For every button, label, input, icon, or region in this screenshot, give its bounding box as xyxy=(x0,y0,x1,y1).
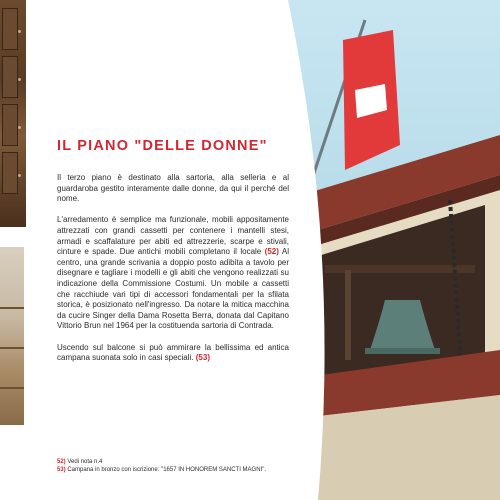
footnote-text: Vedi nota n.4 xyxy=(67,459,103,465)
paragraph-text: L'arredamento è semplice ma funzionale, mobili appositamente attrezzati con grandi cassetti per contenere i mantelli stesi, armadi e scaffalature per abiti ed attrezzerie, scarpe e stivali, cinture e spade. Due antichi mobili completano il locale xyxy=(57,215,289,257)
footnote-number: 52) xyxy=(57,459,66,465)
footnote-ref: (52) xyxy=(264,247,279,257)
footnote-ref: (53) xyxy=(195,353,210,363)
paragraph xyxy=(57,215,289,332)
footnote-text: Campana in bronzo con iscrizione: "1657 IN HONOREM SANCTI MAGNI". xyxy=(67,467,267,473)
paragraph xyxy=(57,343,289,364)
page-title: IL PIANO "DELLE DONNE" xyxy=(57,138,268,154)
footnotes xyxy=(57,458,357,474)
paragraph-text: Uscendo sul balcone si può ammirare la bellissima ed antica campana suonata solo in casi speciali. xyxy=(57,342,289,363)
footnote xyxy=(57,466,357,474)
footnote xyxy=(57,458,357,466)
footnote-number: 53) xyxy=(57,467,66,473)
paragraph xyxy=(57,173,289,205)
paragraph-text: Al centro, una grande scrivania a doppio posto adibita a tavolo per disegnare e tagliare i modelli e gli abiti che vengono realizzati su indicazione della Commissione Costumi. Un mobile a cassetti che racchiude vari tipi di accessori fondamentali per la sfilata storica, è posizionato nell'ingresso. Da notare la mitica macchina da cucire Singer della Dama Rosetta Berra, donata dal Capitano Vittorio Brun nel 1964 per la costituenda sartoria di Contrada. xyxy=(57,247,289,331)
paragraph-text: Il terzo piano è destinato alla sartoria, alla selleria e al guardaroba gestito interamente dalle donne, da qui il perché del nome. xyxy=(57,173,289,204)
body-text xyxy=(57,173,289,374)
